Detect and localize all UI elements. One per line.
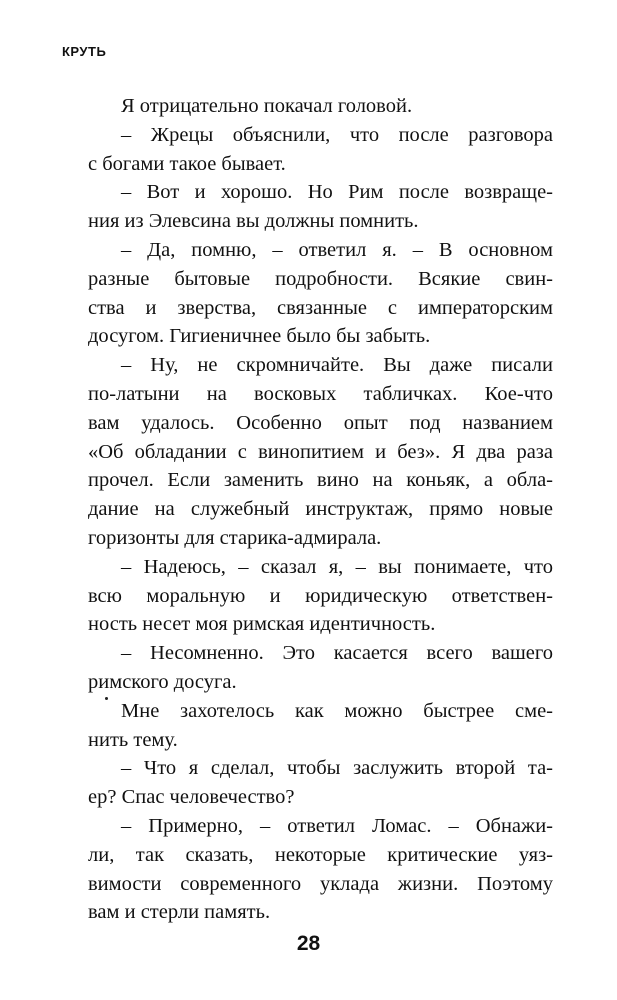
text-line: Мне захотелось как можно быстрее сме- — [121, 699, 553, 722]
text-line: нить тему. — [88, 728, 178, 751]
text-line: – Надеюсь, – сказал я, – вы понимаете, что — [121, 555, 553, 578]
text-line: всю моральную и юридическую ответствен- — [88, 584, 553, 607]
text-line: разные бытовые подробности. Всякие свин- — [88, 267, 553, 290]
text-line: с богами такое бывает. — [88, 152, 286, 175]
text-line: – Жрецы объяснили, что после разговора — [121, 123, 553, 146]
text-line: ния из Элевсина вы должны помнить. — [88, 210, 419, 233]
text-line: «Об обладании с винопитием и без». Я два раза — [88, 440, 553, 463]
text-line: римского досуга. — [88, 670, 237, 693]
page-number: 28 — [296, 932, 321, 955]
text-line: – Да, помню, – ответил я. – В основном — [121, 238, 553, 261]
text-line: ер? Спас человечество? — [88, 786, 295, 809]
text-line: Я отрицательно покачал головой. — [121, 95, 413, 117]
text-line: вимости современного уклада жизни. Поэтому — [88, 872, 553, 895]
text-line: вам удалось. Особенно опыт под названием — [88, 411, 553, 434]
text-line: горизонты для старика-адмирала. — [88, 526, 382, 549]
text-line: дание на служебный инструктаж, прямо новые — [88, 498, 553, 521]
print-speck — [105, 697, 108, 700]
text-line: ли, так сказать, некоторые критические уяз- — [88, 843, 553, 866]
text-line: – Что я сделал, чтобы заслужить второй та- — [121, 757, 553, 780]
text-line: – Вот и хорошо. Но Рим после возвраще- — [121, 181, 553, 204]
text-line: вам и стерли память. — [88, 901, 271, 924]
text-line: прочел. Если заменить вино на коньяк, а обла- — [88, 469, 553, 492]
body-text — [88, 92, 553, 927]
text-line: ства и зверства, связанные с императорским — [88, 296, 553, 319]
text-line: досугом. Гигиеничнее было бы забыть. — [88, 325, 431, 348]
text-line: ность несет моя римская идентичность. — [88, 613, 436, 636]
text-line: – Ну, не скромничайте. Вы даже писали — [121, 354, 553, 377]
text-line: по-латыни на восковых табличках. Кое-что — [88, 382, 553, 405]
text-line: – Несомненно. Это касается всего вашего — [121, 642, 553, 665]
text-line: – Примерно, – ответил Ломас. – Обнажи- — [121, 814, 553, 837]
running-head: КРУТЬ — [62, 44, 107, 59]
